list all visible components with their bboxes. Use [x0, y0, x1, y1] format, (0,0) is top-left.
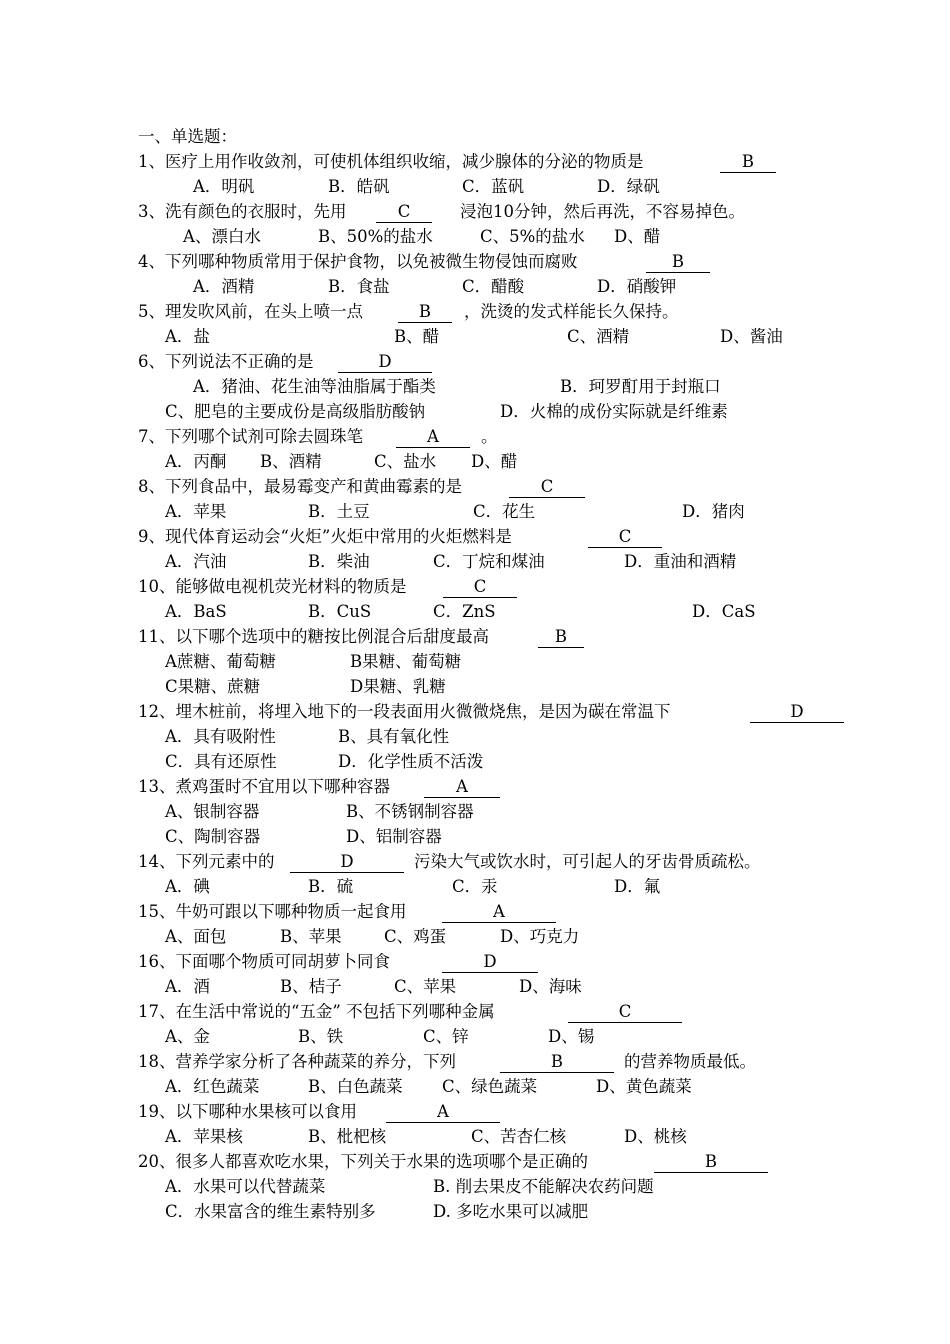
option-b: B、铁 [298, 1027, 344, 1046]
answer-blank [538, 625, 584, 650]
option-d: D．重油和酒精 [624, 552, 737, 571]
answer: C [376, 201, 432, 223]
answer: A [396, 426, 470, 448]
option-d: D、锡 [548, 1027, 595, 1046]
answer-blank [500, 1050, 614, 1075]
answer: D [750, 701, 844, 723]
option-c: C、锌 [423, 1027, 469, 1046]
answer-blank [386, 1100, 500, 1125]
option-c: C．丁烷和煤油 [433, 552, 545, 571]
option-c: C．水果富含的维生素特别多 [165, 1202, 376, 1221]
option-a: A．酒精 [193, 277, 255, 296]
question-text: 5、理发吹风前，在头上喷一点 [138, 302, 363, 321]
answer: D [442, 951, 538, 973]
option-b: B果糖、葡萄糖 [350, 652, 462, 671]
question-text: 7、下列哪个试剂可除去圆珠笔 [138, 427, 363, 446]
option-a: A．苹果核 [165, 1127, 243, 1146]
option-c: C、酒精 [567, 327, 630, 346]
answer: C [443, 576, 517, 598]
answer: C [588, 526, 662, 548]
answer-blank [396, 425, 470, 450]
option-c: C．具有还原性 [165, 752, 277, 771]
answer-blank [398, 300, 452, 325]
answer: A [386, 1101, 500, 1123]
option-c: C．醋酸 [462, 277, 525, 296]
option-c: C、绿色蔬菜 [442, 1077, 538, 1096]
option-d: D、酱油 [720, 327, 783, 346]
option-c: C．汞 [452, 877, 498, 896]
answer-blank [568, 1000, 682, 1025]
question-text: 11、以下哪个选项中的糖按比例混合后甜度最高 [138, 627, 489, 646]
option-c: C果糖、蔗糖 [165, 677, 261, 696]
option-a: A．丙酮 [165, 452, 227, 471]
option-a: A．汽油 [165, 552, 227, 571]
option-c: C、苦杏仁核 [471, 1127, 567, 1146]
question-text-after: 的营养物质最低。 [624, 1052, 756, 1071]
option-a: A．碘 [165, 877, 210, 896]
option-b: B、桔子 [280, 977, 342, 996]
option-d: D．氟 [614, 877, 661, 896]
question-text: 1、医疗上用作收敛剂，可使机体组织收缩，减少腺体的分泌的物质是 [138, 152, 644, 171]
option-b: B．CuS [308, 602, 372, 621]
answer-blank [750, 700, 844, 725]
option-c: C、盐水 [374, 452, 437, 471]
answer: B [500, 1051, 614, 1073]
answer-blank [654, 1150, 768, 1175]
option-b: B、苹果 [280, 927, 342, 946]
answer: C [568, 1001, 682, 1023]
answer-blank [424, 775, 500, 800]
option-a: A．红色蔬菜 [165, 1077, 260, 1096]
question-text: 12、埋木桩前，将埋入地下的一段表面用火微微烧焦，是因为碳在常温下 [138, 702, 671, 721]
answer-blank [509, 475, 585, 500]
option-d: D．绿矾 [597, 177, 660, 196]
answer: B [538, 626, 584, 648]
option-c: C、肥皂的主要成份是高级脂肪酸钠 [165, 402, 426, 421]
option-b: B、酒精 [260, 452, 322, 471]
answer-blank [588, 525, 662, 550]
option-a: A．盐 [165, 327, 210, 346]
option-b: B、白色蔬菜 [308, 1077, 403, 1096]
option-d: D、醋 [614, 227, 661, 246]
question-text-after: 浸泡10分钟，然后再洗，不容易掉色。 [460, 202, 745, 221]
option-b: B．土豆 [308, 502, 370, 521]
option-d: D、铝制容器 [346, 827, 442, 846]
answer: B [646, 251, 710, 273]
option-c: C、陶制容器 [165, 827, 261, 846]
question-text: 8、下列食品中，最易霉变产和黄曲霉素的是 [138, 477, 462, 496]
option-a: A．明矾 [193, 177, 255, 196]
option-a: A．具有吸附性 [165, 727, 276, 746]
option-c: C、5%的盐水 [480, 227, 585, 246]
option-b: B、枇杷核 [308, 1127, 387, 1146]
answer-blank [338, 350, 432, 375]
option-d: D、桃核 [624, 1127, 687, 1146]
answer-blank [376, 200, 432, 225]
option-b: B、具有氧化性 [338, 727, 450, 746]
option-d: D. 多吃水果可以减肥 [433, 1202, 589, 1221]
answer-blank [443, 575, 517, 600]
option-c: C．ZnS [433, 602, 496, 621]
answer: B [654, 1151, 768, 1173]
answer: D [338, 351, 432, 373]
question-text: 15、牛奶可跟以下哪种物质一起食用 [138, 902, 407, 921]
question-text: 6、下列说法不正确的是 [138, 352, 314, 371]
option-a: A、金 [165, 1027, 210, 1046]
option-b: B、醋 [394, 327, 440, 346]
option-b: B、50%的盐水 [318, 227, 433, 246]
answer: D [290, 851, 404, 873]
option-b: B、不锈钢制容器 [346, 802, 474, 821]
option-d: D、醋 [471, 452, 518, 471]
answer-blank [646, 250, 710, 275]
option-c: C、苹果 [394, 977, 457, 996]
question-text: 19、以下哪种水果核可以食用 [138, 1102, 357, 1121]
answer-blank [442, 950, 538, 975]
question-text-after: 。 [481, 427, 498, 446]
question-text: 10、能够做电视机荧光材料的物质是 [138, 577, 407, 596]
answer-blank [442, 900, 556, 925]
question-text: 9、现代体育运动会“火炬”火炬中常用的火炬燃料是 [138, 527, 512, 546]
question-text: 20、很多人都喜欢吃水果，下列关于水果的选项哪个是正确的 [138, 1152, 588, 1171]
option-d: D．化学性质不活泼 [338, 752, 484, 771]
option-a: A．水果可以代替蔬菜 [165, 1177, 326, 1196]
answer: C [509, 476, 585, 498]
option-d: D．火棉的成份实际就是纤维素 [500, 402, 728, 421]
option-a: A蔗糖、葡萄糖 [165, 652, 276, 671]
option-b: B．硫 [308, 877, 354, 896]
option-a: A．苹果 [165, 502, 227, 521]
option-d: D果糖、乳糖 [350, 677, 446, 696]
answer: B [398, 301, 452, 323]
answer-blank [290, 850, 404, 875]
option-a: A．猪油、花生油等油脂属于酯类 [193, 377, 436, 396]
question-text: 3、洗有颜色的衣服时，先用 [138, 202, 347, 221]
option-c: C．蓝矾 [462, 177, 525, 196]
option-a: A、漂白水 [183, 227, 261, 246]
answer: A [442, 901, 556, 923]
option-c: C．花生 [473, 502, 536, 521]
answer-blank [720, 150, 776, 175]
section-title: 一、单选题： [138, 127, 237, 146]
option-b: B．皓矾 [328, 177, 390, 196]
option-a: A、面包 [165, 927, 227, 946]
question-text-after: 污染大气或饮水时，可引起人的牙齿骨质疏松。 [414, 852, 761, 871]
option-d: D．CaS [692, 602, 756, 621]
answer: B [720, 151, 776, 173]
option-a: A．酒 [165, 977, 210, 996]
option-d: D．硝酸钾 [597, 277, 677, 296]
option-a: A、银制容器 [165, 802, 260, 821]
question-text: 16、下面哪个物质可同胡萝卜同食 [138, 952, 390, 971]
question-text: 17、在生活中常说的“五金” 不包括下列哪种金属 [138, 1002, 495, 1021]
option-a: A．BaS [165, 602, 227, 621]
option-b: B．柴油 [308, 552, 370, 571]
answer: A [424, 776, 500, 798]
option-b: B. 削去果皮不能解决农药问题 [433, 1177, 654, 1196]
question-text: 4、下列哪种物质常用于保护食物，以免被微生物侵蚀而腐败 [138, 252, 578, 271]
question-text: 13、煮鸡蛋时不宜用以下哪种容器 [138, 777, 390, 796]
option-d: D、海味 [519, 977, 582, 996]
option-d: D．猪肉 [682, 502, 745, 521]
option-b: B．珂罗酊用于封瓶口 [560, 377, 721, 396]
option-d: D、黄色蔬菜 [596, 1077, 692, 1096]
option-c: C、鸡蛋 [384, 927, 447, 946]
question-text: 18、营养学家分析了各种蔬菜的养分，下列 [138, 1052, 456, 1071]
question-text: 14、下列元素中的 [138, 852, 275, 871]
option-d: D、巧克力 [500, 927, 580, 946]
question-text-after: ，洗烫的发式样能长久保持。 [464, 302, 679, 321]
option-b: B．食盐 [328, 277, 390, 296]
